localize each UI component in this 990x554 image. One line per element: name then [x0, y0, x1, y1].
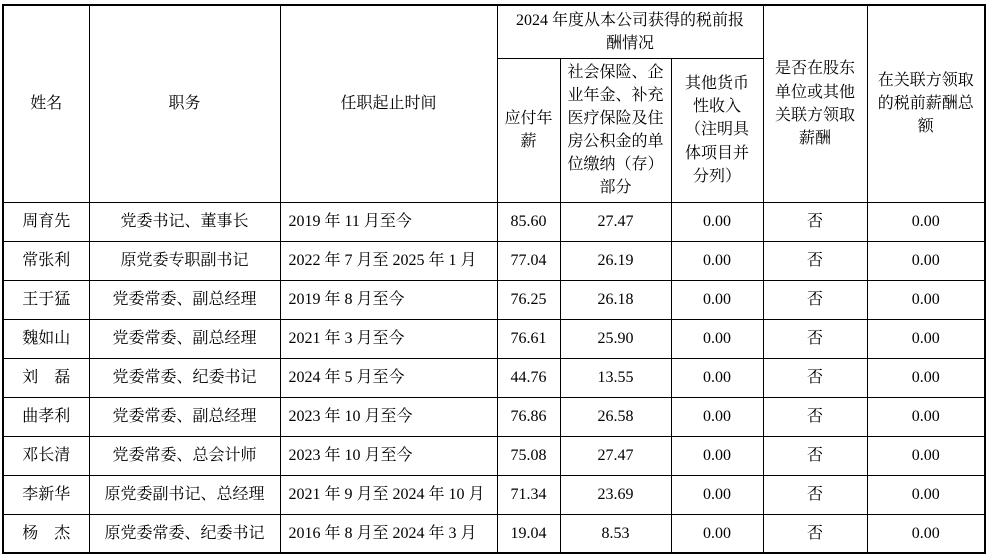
- cell-position: 原党委副书记、总经理: [89, 475, 280, 514]
- cell-other-income: 0.00: [671, 202, 763, 241]
- cell-salary: 85.60: [497, 202, 560, 241]
- cell-salary: 75.08: [497, 436, 560, 475]
- cell-insurance: 26.18: [560, 280, 671, 319]
- cell-insurance: 25.90: [560, 319, 671, 358]
- cell-related-total: 0.00: [867, 202, 985, 241]
- cell-insurance: 26.19: [560, 241, 671, 280]
- cell-term: 2016 年 8 月至 2024 年 3 月: [280, 514, 497, 553]
- cell-term: 2021 年 9 月至 2024 年 10 月: [280, 475, 497, 514]
- cell-other-income: 0.00: [671, 514, 763, 553]
- cell-term: 2023 年 10 月至今: [280, 397, 497, 436]
- column-header-insurance: 社会保险、企业年金、补充医疗保险及住房公积金的单位缴纳（存）部分: [560, 58, 671, 202]
- cell-related-total: 0.00: [867, 280, 985, 319]
- cell-salary: 77.04: [497, 241, 560, 280]
- cell-position: 党委常委、副总经理: [89, 280, 280, 319]
- cell-related-pay: 否: [763, 202, 867, 241]
- cell-related-total: 0.00: [867, 397, 985, 436]
- cell-related-pay: 否: [763, 436, 867, 475]
- column-header-position: 职务: [89, 5, 280, 202]
- cell-term: 2023 年 10 月至今: [280, 436, 497, 475]
- cell-related-pay: 否: [763, 475, 867, 514]
- cell-related-total: 0.00: [867, 514, 985, 553]
- column-header-name: 姓名: [3, 5, 89, 202]
- table-row: [3, 397, 985, 436]
- compensation-table: [2, 4, 986, 554]
- cell-salary: 76.61: [497, 319, 560, 358]
- cell-salary: 76.25: [497, 280, 560, 319]
- cell-related-pay: 否: [763, 514, 867, 553]
- cell-name: 周育先: [3, 202, 89, 241]
- cell-name: 魏如山: [3, 319, 89, 358]
- cell-name: 邓长清: [3, 436, 89, 475]
- cell-term: 2024 年 5 月至今: [280, 358, 497, 397]
- cell-name: 李新华: [3, 475, 89, 514]
- cell-position: 原党委常委、纪委书记: [89, 514, 280, 553]
- cell-insurance: 27.47: [560, 202, 671, 241]
- cell-salary: 76.86: [497, 397, 560, 436]
- cell-insurance: 13.55: [560, 358, 671, 397]
- column-header-related-total: 在关联方领取的税前薪酬总额: [867, 5, 985, 202]
- cell-position: 党委常委、总会计师: [89, 436, 280, 475]
- cell-insurance: 27.47: [560, 436, 671, 475]
- cell-name: 杨 杰: [3, 514, 89, 553]
- table-row: [3, 202, 985, 241]
- cell-salary: 19.04: [497, 514, 560, 553]
- cell-salary: 44.76: [497, 358, 560, 397]
- cell-related-pay: 否: [763, 280, 867, 319]
- cell-position: 党委常委、纪委书记: [89, 358, 280, 397]
- table-row: [3, 436, 985, 475]
- cell-related-pay: 否: [763, 397, 867, 436]
- cell-related-total: 0.00: [867, 358, 985, 397]
- cell-name: 刘 磊: [3, 358, 89, 397]
- cell-position: 党委书记、董事长: [89, 202, 280, 241]
- cell-other-income: 0.00: [671, 397, 763, 436]
- cell-related-total: 0.00: [867, 475, 985, 514]
- cell-insurance: 26.58: [560, 397, 671, 436]
- cell-other-income: 0.00: [671, 280, 763, 319]
- cell-name: 曲孝利: [3, 397, 89, 436]
- cell-related-total: 0.00: [867, 319, 985, 358]
- table-row: [3, 475, 985, 514]
- cell-other-income: 0.00: [671, 241, 763, 280]
- page: [0, 4, 990, 554]
- cell-position: 党委常委、副总经理: [89, 319, 280, 358]
- header-row-group: [3, 5, 985, 58]
- cell-other-income: 0.00: [671, 319, 763, 358]
- table-row: [3, 280, 985, 319]
- cell-position: 原党委专职副书记: [89, 241, 280, 280]
- column-header-other-income: 其他货币性收入（注明具体项目并分列）: [671, 58, 763, 202]
- cell-term: 2019 年 8 月至今: [280, 280, 497, 319]
- cell-name: 王于猛: [3, 280, 89, 319]
- cell-other-income: 0.00: [671, 475, 763, 514]
- cell-related-pay: 否: [763, 241, 867, 280]
- cell-related-total: 0.00: [867, 436, 985, 475]
- cell-other-income: 0.00: [671, 358, 763, 397]
- table-row: [3, 241, 985, 280]
- cell-position: 党委常委、副总经理: [89, 397, 280, 436]
- table-row: [3, 319, 985, 358]
- cell-other-income: 0.00: [671, 436, 763, 475]
- cell-name: 常张利: [3, 241, 89, 280]
- cell-term: 2021 年 3 月至今: [280, 319, 497, 358]
- table-row: [3, 358, 985, 397]
- column-header-salary: 应付年薪: [497, 58, 560, 202]
- column-header-compensation-group: [497, 5, 763, 58]
- column-header-related-pay: 是否在股东单位或其他关联方领取薪酬: [763, 5, 867, 202]
- compensation-group-label: 2024 年度从本公司获得的税前报酬情况: [515, 11, 744, 52]
- cell-related-pay: 否: [763, 358, 867, 397]
- cell-term: 2022 年 7 月至 2025 年 1 月: [280, 241, 497, 280]
- cell-term: 2019 年 11 月至今: [280, 202, 497, 241]
- cell-related-total: 0.00: [867, 241, 985, 280]
- cell-insurance: 23.69: [560, 475, 671, 514]
- cell-insurance: 8.53: [560, 514, 671, 553]
- cell-related-pay: 否: [763, 319, 867, 358]
- cell-salary: 71.34: [497, 475, 560, 514]
- column-header-term: 任职起止时间: [280, 5, 497, 202]
- table-row: [3, 514, 985, 553]
